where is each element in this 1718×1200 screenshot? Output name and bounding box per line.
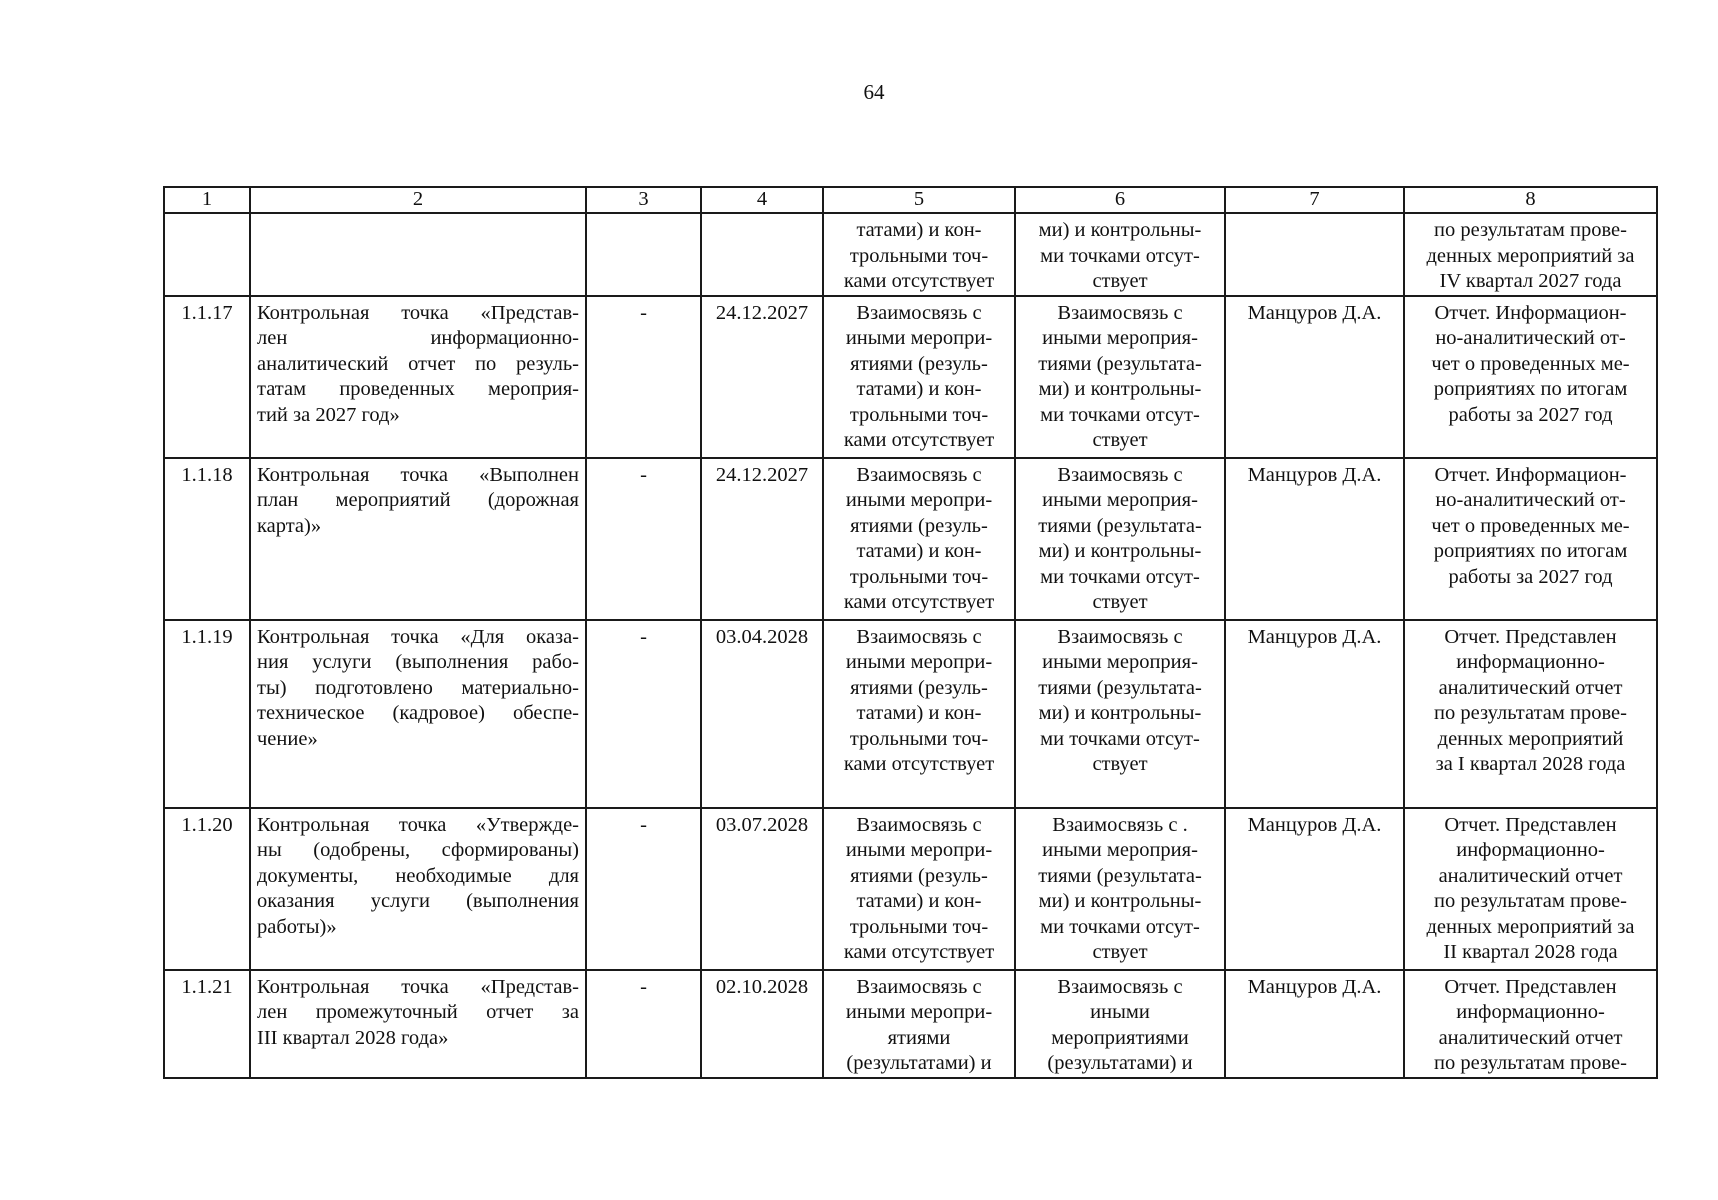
result-document-cell (1404, 458, 1657, 620)
cell-line: по результатам прове- (1434, 219, 1627, 241)
cell-line: ния услуги (выполнения рабо- (257, 651, 579, 673)
cell-line: ми) и контрольны- (1038, 540, 1202, 562)
relation-cell (823, 458, 1015, 620)
cell-line: Контрольная точка «Представ- (257, 975, 579, 998)
cell-line: ствует (1092, 429, 1148, 451)
cell-line: по результатам прове- (1434, 890, 1627, 912)
cell-line: аналитический отчет по резуль- (257, 352, 579, 375)
item-number-cell (164, 808, 250, 970)
cell-line: ками отсутствует (843, 941, 995, 963)
table-row (164, 970, 1657, 1078)
cell-line: Взаимосвязь с (856, 813, 982, 836)
cell-text: 02.10.2028 (715, 975, 809, 998)
cell-line: тиями (результата- (1038, 514, 1202, 537)
column-header: 5 (823, 187, 1015, 213)
cell-line: Взаимосвязь с (856, 625, 982, 648)
cell-line: ми) и контрольны- (1038, 890, 1202, 912)
cell-line: за I квартал 2028 года (1435, 753, 1626, 775)
cell-line: информационно- (1456, 1001, 1605, 1023)
column-header: 7 (1225, 187, 1404, 213)
control-point-name-cell (250, 213, 586, 296)
control-points-table (163, 186, 1658, 1079)
responsible-cell (1225, 213, 1404, 296)
result-document-cell (1404, 808, 1657, 970)
cell-text: - (640, 975, 647, 998)
cell-line: ны (одобрены, сформированы) (257, 839, 579, 861)
item-number-cell (164, 458, 250, 620)
cell-line: Контрольная точка «Выполнен (257, 463, 579, 486)
cell-line: ками отсутствует (843, 429, 995, 451)
cell-line: иными мероприя- (1042, 651, 1198, 673)
cell-line: ятиями (резуль- (850, 676, 988, 699)
column-3-cell (586, 970, 701, 1078)
relation-cell-2 (1015, 296, 1225, 458)
cell-line: Взаимосвязь с (1057, 625, 1183, 648)
cell-line: ками отсутствует (843, 591, 995, 613)
date-cell (701, 458, 823, 620)
cell-line: Взаимосвязь с (856, 463, 982, 486)
cell-line: карта)» (257, 514, 322, 537)
cell-line: Отчет. Представлен (1444, 625, 1617, 648)
cell-line: ствует (1092, 941, 1148, 963)
date-cell (701, 620, 823, 808)
cell-line: тий за 2027 год» (257, 403, 400, 426)
relation-cell (823, 620, 1015, 808)
cell-line: ятиями (резуль- (850, 352, 988, 375)
cell-line: Взаимосвязь с (856, 301, 982, 324)
cell-text: Манцуров Д.А. (1247, 625, 1382, 648)
cell-line: татами) и кон- (856, 702, 982, 724)
cell-text: 1.1.21 (181, 975, 233, 998)
cell-line: (результатами) и (846, 1052, 992, 1074)
relation-cell (823, 970, 1015, 1078)
cell-text: Манцуров Д.А. (1247, 463, 1382, 486)
cell-line: ми) и контрольны- (1038, 702, 1202, 724)
cell-line: III квартал 2028 года» (257, 1026, 449, 1049)
cell-line: трольными точ- (849, 915, 989, 938)
column-header: 8 (1404, 187, 1657, 213)
control-point-name-cell (250, 620, 586, 808)
cell-line: ятиями (резуль- (850, 864, 988, 887)
control-point-name-cell (250, 808, 586, 970)
result-document-cell (1404, 970, 1657, 1078)
relation-cell-2 (1015, 458, 1225, 620)
table-row (164, 296, 1657, 458)
cell-line: аналитический отчет (1438, 864, 1623, 887)
cell-line: план мероприятий (дорожная (257, 489, 579, 511)
table-row (164, 458, 1657, 620)
cell-line: техническое (кадровое) обеспе- (257, 702, 579, 724)
cell-line: Контрольная точка «Для оказа- (257, 625, 579, 648)
cell-line: ми точками отсут- (1040, 403, 1200, 426)
cell-line: ствует (1092, 753, 1148, 775)
cell-line: Отчет. Информацион- (1434, 463, 1627, 486)
page-number: 64 (863, 80, 885, 104)
cell-text: Манцуров Д.А. (1247, 301, 1382, 324)
cell-line: аналитический отчет (1438, 1026, 1623, 1049)
control-point-name-cell (250, 970, 586, 1078)
responsible-cell (1225, 620, 1404, 808)
cell-line: татам проведенных мероприя- (257, 378, 579, 400)
result-document-cell (1404, 296, 1657, 458)
cell-line: работы за 2027 год (1448, 403, 1613, 426)
column-3-cell (586, 458, 701, 620)
cell-text: - (640, 463, 647, 486)
column-3-cell (586, 213, 701, 296)
relation-cell-2 (1015, 808, 1225, 970)
cell-text: - (640, 625, 647, 648)
cell-line: но-аналитический от- (1435, 489, 1626, 511)
cell-line: денных мероприятий за (1426, 915, 1635, 938)
cell-line: ми) и контрольны- (1038, 219, 1202, 241)
cell-line: чет о проведенных ме- (1431, 514, 1630, 537)
cell-line: ками отсутствует (843, 270, 995, 292)
cell-line: трольными точ- (849, 403, 989, 426)
column-3-cell (586, 620, 701, 808)
cell-line: трольными точ- (849, 565, 989, 588)
table-row (164, 213, 1657, 296)
cell-line: работы)» (257, 915, 337, 938)
cell-line: Взаимосвязь с (1057, 301, 1183, 324)
cell-line: Отчет. Представлен (1444, 975, 1617, 998)
cell-text: - (640, 813, 647, 836)
date-cell (701, 296, 823, 458)
cell-line: II квартал 2028 года (1443, 941, 1618, 963)
cell-line: ты) подготовлено материально- (257, 676, 579, 699)
cell-line: ми точками отсут- (1040, 727, 1200, 750)
cell-line: иными меропри- (845, 839, 993, 861)
date-cell (701, 808, 823, 970)
relation-cell-2 (1015, 620, 1225, 808)
column-header: 1 (164, 187, 250, 213)
table-row (164, 808, 1657, 970)
cell-line: иными меропри- (845, 651, 993, 673)
cell-line: ми точками отсут- (1040, 915, 1200, 938)
cell-line: чение» (257, 727, 318, 750)
cell-line: ми) и контрольны- (1038, 378, 1202, 400)
cell-line: по результатам прове- (1434, 1052, 1627, 1074)
relation-cell-2 (1015, 213, 1225, 296)
cell-line: тиями (результата- (1038, 864, 1202, 887)
cell-line: Отчет. Информацион- (1434, 301, 1627, 324)
control-point-name-cell (250, 458, 586, 620)
item-number-cell (164, 213, 250, 296)
column-header: 4 (701, 187, 823, 213)
cell-line: Отчет. Представлен (1444, 813, 1617, 836)
cell-line: по результатам прове- (1434, 702, 1627, 724)
cell-line: работы за 2027 год (1448, 565, 1613, 588)
cell-line: татами) и кон- (856, 890, 982, 912)
relation-cell (823, 808, 1015, 970)
cell-line: ми точками отсут- (1040, 244, 1200, 267)
column-header: 3 (586, 187, 701, 213)
cell-text: 24.12.2027 (715, 301, 809, 324)
cell-line: иными мероприя- (1042, 489, 1198, 511)
cell-line: иными мероприя- (1042, 327, 1198, 349)
cell-line: Контрольная точка «Представ- (257, 301, 579, 324)
cell-line: Контрольная точка «Утвержде- (257, 813, 579, 836)
cell-line: ками отсутствует (843, 753, 995, 775)
item-number-cell (164, 620, 250, 808)
cell-text: 24.12.2027 (715, 463, 809, 486)
cell-line: иными (1090, 1001, 1150, 1023)
result-document-cell (1404, 213, 1657, 296)
cell-line: иными меропри- (845, 327, 993, 349)
cell-line: информационно- (1456, 839, 1605, 861)
result-document-cell (1404, 620, 1657, 808)
cell-line: иными мероприя- (1042, 839, 1198, 861)
cell-line: татами) и кон- (856, 378, 982, 400)
cell-line: трольными точ- (849, 727, 989, 750)
column-number-row (164, 187, 1657, 213)
date-cell (701, 213, 823, 296)
cell-line: лен информационно- (257, 327, 579, 349)
cell-line: ятиями (резуль- (850, 514, 988, 537)
cell-line: ствует (1092, 270, 1148, 292)
column-header: 2 (250, 187, 586, 213)
relation-cell (823, 213, 1015, 296)
cell-line: аналитический отчет (1438, 676, 1623, 699)
cell-text: 03.07.2028 (715, 813, 809, 836)
relation-cell-2 (1015, 970, 1225, 1078)
cell-line: иными меропри- (845, 1001, 993, 1023)
cell-line: денных мероприятий (1437, 727, 1624, 750)
cell-line: роприятиях по итогам (1433, 540, 1628, 562)
cell-line: Взаимосвязь с (856, 975, 982, 998)
cell-line: лен промежуточный отчет за (257, 1001, 579, 1023)
responsible-cell (1225, 296, 1404, 458)
cell-line: трольными точ- (849, 244, 989, 267)
cell-line: оказания услуги (выполнения (257, 890, 579, 912)
cell-line: тиями (результата- (1038, 352, 1202, 375)
column-header: 6 (1015, 187, 1225, 213)
cell-text: 1.1.19 (181, 625, 233, 648)
cell-text: - (640, 301, 647, 324)
cell-line: тиями (результата- (1038, 676, 1202, 699)
item-number-cell (164, 970, 250, 1078)
responsible-cell (1225, 970, 1404, 1078)
cell-line: ятиями (887, 1026, 951, 1049)
cell-line: Взаимосвязь с (1057, 975, 1183, 998)
cell-text: 03.04.2028 (715, 625, 809, 648)
table-row (164, 620, 1657, 808)
cell-line: Взаимосвязь с (1057, 463, 1183, 486)
cell-line: ми точками отсут- (1040, 565, 1200, 588)
cell-line: татами) и кон- (856, 219, 982, 241)
cell-line: татами) и кон- (856, 540, 982, 562)
cell-text: Манцуров Д.А. (1247, 813, 1382, 836)
cell-line: информационно- (1456, 651, 1605, 673)
relation-cell (823, 296, 1015, 458)
cell-line: (результатами) и (1047, 1052, 1193, 1074)
cell-text: 1.1.17 (181, 301, 233, 324)
column-3-cell (586, 296, 701, 458)
control-point-name-cell (250, 296, 586, 458)
responsible-cell (1225, 808, 1404, 970)
cell-line: Взаимосвязь с . (1052, 813, 1188, 836)
cell-line: денных мероприятий за (1426, 244, 1635, 267)
cell-line: чет о проведенных ме- (1431, 352, 1630, 375)
cell-line: IV квартал 2027 года (1439, 270, 1622, 292)
cell-text: 1.1.20 (181, 813, 233, 836)
responsible-cell (1225, 458, 1404, 620)
cell-line: иными меропри- (845, 489, 993, 511)
item-number-cell (164, 296, 250, 458)
cell-line: но-аналитический от- (1435, 327, 1626, 349)
cell-text: Манцуров Д.А. (1247, 975, 1382, 998)
cell-line: ствует (1092, 591, 1148, 613)
date-cell (701, 970, 823, 1078)
cell-text: 1.1.18 (181, 463, 233, 486)
cell-line: документы, необходимые для (257, 864, 579, 887)
column-3-cell (586, 808, 701, 970)
cell-line: роприятиях по итогам (1433, 378, 1628, 400)
cell-line: мероприятиями (1051, 1026, 1189, 1049)
